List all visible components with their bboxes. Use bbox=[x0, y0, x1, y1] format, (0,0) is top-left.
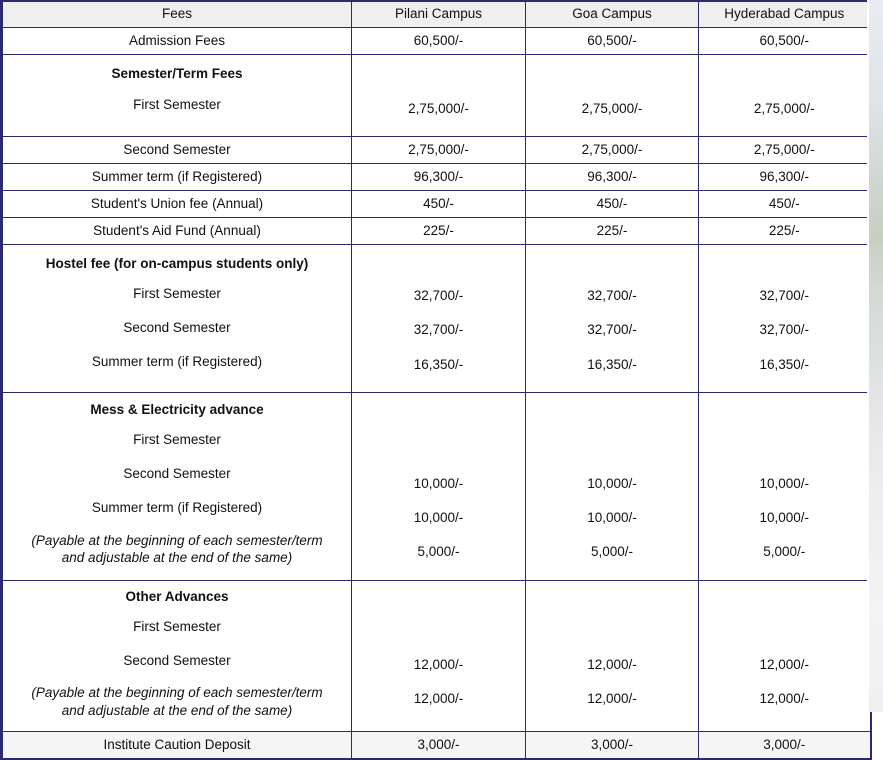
row-label-block bbox=[2, 55, 352, 137]
group-item-second-semester: Second Semester bbox=[123, 466, 231, 482]
group-item-first-semester: First Semester bbox=[133, 96, 221, 112]
value-hostel-second-pilani: 32,700/- bbox=[413, 322, 464, 338]
value-mess-note-pilani: 5,000/- bbox=[417, 544, 460, 560]
row-value-pilani: 60,500/- bbox=[352, 28, 526, 55]
table-row-group-semester-fees bbox=[2, 55, 871, 137]
column-header-fees: Fees bbox=[2, 1, 352, 28]
value-hostel-summer-pilani: 16,350/- bbox=[413, 356, 464, 372]
value-mess-summer-hyderabad: 10,000/- bbox=[759, 510, 810, 526]
value-hostel-first-pilani: 32,700/- bbox=[413, 288, 464, 304]
value-hostel-first-hyderabad: 32,700/- bbox=[759, 288, 810, 304]
row-value-block-pilani bbox=[352, 580, 526, 732]
row-value-goa: 60,500/- bbox=[526, 28, 699, 55]
row-value-hyderabad: 225/- bbox=[699, 218, 871, 245]
value-hostel-summer-hyderabad: 16,350/- bbox=[759, 356, 810, 372]
row-value-block-hyderabad bbox=[699, 245, 871, 393]
value-other-note-hyderabad: 12,000/- bbox=[759, 690, 810, 706]
value-hostel-summer-goa: 16,350/- bbox=[587, 356, 637, 372]
value-first-semester-goa: 2,75,000/- bbox=[581, 101, 643, 116]
value-other-second-goa: 12,000/- bbox=[587, 656, 637, 672]
group-item-summer-term: Summer term (if Registered) bbox=[91, 500, 263, 516]
row-label: Student's Union fee (Annual) bbox=[2, 191, 352, 218]
row-value-pilani: 2,75,000/- bbox=[352, 137, 526, 164]
row-value-pilani: 96,300/- bbox=[352, 164, 526, 191]
group-title: Other Advances bbox=[125, 588, 229, 604]
value-other-note-goa: 12,000/- bbox=[587, 690, 637, 706]
group-item-second-semester: Second Semester bbox=[123, 320, 231, 336]
group-note bbox=[13, 678, 341, 721]
group-item-second-semester: Second Semester bbox=[123, 652, 231, 668]
value-other-note-pilani: 12,000/- bbox=[413, 690, 464, 706]
row-label: Summer term (if Registered) bbox=[2, 164, 352, 191]
value-hostel-second-goa: 32,700/- bbox=[587, 322, 637, 338]
row-value-block-goa bbox=[526, 55, 699, 137]
value-mess-summer-pilani: 10,000/- bbox=[413, 510, 464, 526]
table-row bbox=[2, 732, 871, 760]
row-value-block-goa bbox=[526, 392, 699, 580]
table-row bbox=[2, 191, 871, 218]
row-value-pilani: 450/- bbox=[352, 191, 526, 218]
table-row-group-mess-electricity bbox=[2, 392, 871, 580]
row-value-block-pilani bbox=[352, 245, 526, 393]
group-item-summer-term: Summer term (if Registered) bbox=[91, 354, 263, 370]
row-value-block-goa bbox=[526, 580, 699, 732]
group-note bbox=[13, 526, 341, 569]
table-header-row bbox=[2, 1, 871, 28]
row-value-goa: 225/- bbox=[526, 218, 699, 245]
row-value-pilani: 3,000/- bbox=[352, 732, 526, 760]
value-hostel-second-hyderabad: 32,700/- bbox=[759, 322, 810, 338]
value-other-second-pilani: 12,000/- bbox=[413, 656, 464, 672]
group-item-first-semester: First Semester bbox=[133, 285, 221, 301]
value-mess-second-goa: 10,000/- bbox=[587, 475, 637, 491]
table-row-group-other-advances bbox=[2, 580, 871, 732]
row-value-hyderabad: 3,000/- bbox=[699, 732, 871, 760]
value-mess-note-goa: 5,000/- bbox=[590, 544, 634, 560]
row-value-block-hyderabad bbox=[699, 55, 871, 137]
group-note-line1: (Payable at the beginning of each semester/term bbox=[31, 685, 323, 701]
table-row bbox=[2, 218, 871, 245]
table-row bbox=[2, 28, 871, 55]
value-other-second-hyderabad: 12,000/- bbox=[759, 656, 810, 672]
group-title: Mess & Electricity advance bbox=[90, 401, 264, 417]
group-note-line2: and adjustable at the end of the same) bbox=[61, 702, 293, 718]
row-value-block-pilani bbox=[352, 55, 526, 137]
row-label-block bbox=[2, 392, 352, 580]
row-value-block-hyderabad bbox=[699, 580, 871, 732]
group-item-first-semester: First Semester bbox=[133, 618, 221, 634]
value-hostel-first-goa: 32,700/- bbox=[587, 288, 637, 304]
background-page-strip bbox=[869, 0, 883, 712]
row-value-block-pilani bbox=[352, 392, 526, 580]
value-mess-summer-goa: 10,000/- bbox=[587, 510, 637, 526]
row-label: Admission Fees bbox=[2, 28, 352, 55]
column-header-pilani: Pilani Campus bbox=[352, 1, 526, 28]
row-value-block-goa bbox=[526, 245, 699, 393]
row-value-hyderabad: 450/- bbox=[699, 191, 871, 218]
value-mess-second-pilani: 10,000/- bbox=[413, 475, 464, 491]
row-label: Second Semester bbox=[2, 137, 352, 164]
row-value-hyderabad: 96,300/- bbox=[699, 164, 871, 191]
row-value-hyderabad: 2,75,000/- bbox=[699, 137, 871, 164]
group-item-first-semester: First Semester bbox=[133, 431, 221, 447]
value-mess-note-hyderabad: 5,000/- bbox=[763, 544, 806, 560]
table-row bbox=[2, 137, 871, 164]
row-value-goa: 3,000/- bbox=[526, 732, 699, 760]
group-note-line2: and adjustable at the end of the same) bbox=[61, 550, 293, 566]
row-label-block bbox=[2, 580, 352, 732]
row-label: Student's Aid Fund (Annual) bbox=[2, 218, 352, 245]
row-value-pilani: 225/- bbox=[352, 218, 526, 245]
table-row bbox=[2, 164, 871, 191]
group-title: Hostel fee (for on-campus students only) bbox=[45, 255, 309, 271]
row-label: Institute Caution Deposit bbox=[2, 732, 352, 760]
value-mess-second-hyderabad: 10,000/- bbox=[759, 475, 810, 491]
column-header-goa: Goa Campus bbox=[526, 1, 699, 28]
row-value-hyderabad: 60,500/- bbox=[699, 28, 871, 55]
group-title: Semester/Term Fees bbox=[111, 66, 243, 82]
row-label-block bbox=[2, 245, 352, 393]
row-value-goa: 450/- bbox=[526, 191, 699, 218]
column-header-hyderabad: Hyderabad Campus bbox=[699, 1, 871, 28]
group-note-line1: (Payable at the beginning of each semester/term bbox=[31, 532, 323, 548]
table-row-group-hostel-fee bbox=[2, 245, 871, 393]
row-value-goa: 2,75,000/- bbox=[526, 137, 699, 164]
row-value-block-hyderabad bbox=[699, 392, 871, 580]
value-first-semester-hyderabad: 2,75,000/- bbox=[753, 101, 815, 116]
row-value-goa: 96,300/- bbox=[526, 164, 699, 191]
value-first-semester-pilani: 2,75,000/- bbox=[408, 101, 469, 116]
